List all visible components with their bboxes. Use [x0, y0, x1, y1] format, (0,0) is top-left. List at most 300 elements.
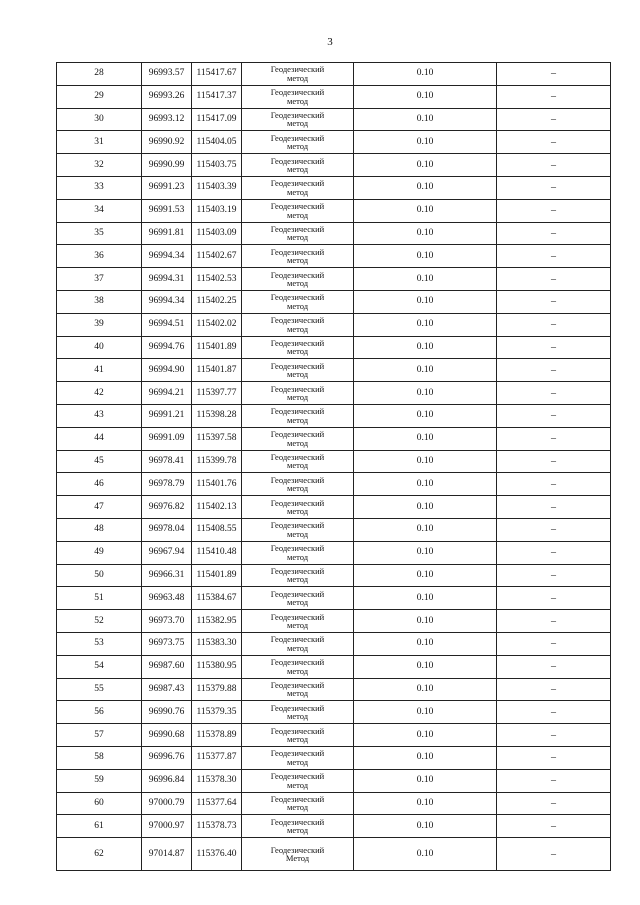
- coordinates-table: [56, 62, 611, 871]
- y-coordinate-cell: 115402.13: [192, 496, 242, 519]
- method-line-1: Геодезический: [270, 429, 325, 440]
- x-coordinate-cell: 96978.04: [142, 518, 192, 541]
- point-number-cell: 49: [57, 541, 142, 564]
- x-coordinate-cell: 96994.34: [142, 290, 192, 313]
- point-number-cell: 32: [57, 154, 142, 177]
- method-line-1: Геодезический: [270, 844, 325, 855]
- y-coordinate-cell: 115397.58: [192, 427, 242, 450]
- table-row: [57, 336, 611, 359]
- x-coordinate-cell: 96973.70: [142, 610, 192, 633]
- description-cell: –: [497, 838, 611, 871]
- y-coordinate-cell: 115378.73: [192, 815, 242, 838]
- method-cell: [242, 154, 354, 177]
- method-cell: [242, 724, 354, 747]
- method-cell: [242, 313, 354, 336]
- x-coordinate-cell: 96991.09: [142, 427, 192, 450]
- point-number-cell: 34: [57, 199, 142, 222]
- method-line-1: Геодезический: [270, 748, 325, 759]
- method-line-1: Геодезический: [270, 292, 325, 303]
- y-coordinate-cell: 115397.77: [192, 382, 242, 405]
- method-line-2: метод: [286, 825, 309, 836]
- x-coordinate-cell: 96963.48: [142, 587, 192, 610]
- method-line-1: Геодезический: [270, 383, 325, 394]
- description-cell: –: [497, 382, 611, 405]
- point-number-cell: 29: [57, 85, 142, 108]
- accuracy-cell: 0.10: [354, 564, 497, 587]
- point-number-cell: 35: [57, 222, 142, 245]
- y-coordinate-cell: 115403.09: [192, 222, 242, 245]
- table-row: [57, 199, 611, 222]
- method-line-1: Геодезический: [270, 793, 325, 804]
- accuracy-cell: 0.10: [354, 473, 497, 496]
- y-coordinate-cell: 115377.87: [192, 746, 242, 769]
- table-row: [57, 222, 611, 245]
- y-coordinate-cell: 115380.95: [192, 655, 242, 678]
- table-row: [57, 655, 611, 678]
- method-cell: [242, 427, 354, 450]
- description-cell: –: [497, 473, 611, 496]
- table-row: [57, 496, 611, 519]
- y-coordinate-cell: 115403.75: [192, 154, 242, 177]
- y-coordinate-cell: 115384.67: [192, 587, 242, 610]
- accuracy-cell: 0.10: [354, 610, 497, 633]
- description-cell: –: [497, 222, 611, 245]
- method-line-1: Геодезический: [270, 588, 325, 599]
- x-coordinate-cell: 97000.79: [142, 792, 192, 815]
- x-coordinate-cell: 96978.41: [142, 450, 192, 473]
- point-number-cell: 54: [57, 655, 142, 678]
- method-line-2: метод: [286, 802, 309, 813]
- point-number-cell: 28: [57, 63, 142, 86]
- accuracy-cell: 0.10: [354, 108, 497, 131]
- y-coordinate-cell: 115403.39: [192, 176, 242, 199]
- description-cell: –: [497, 85, 611, 108]
- point-number-cell: 38: [57, 290, 142, 313]
- table-row: [57, 359, 611, 382]
- table-row: [57, 450, 611, 473]
- description-cell: –: [497, 655, 611, 678]
- table-row: [57, 769, 611, 792]
- method-cell: [242, 518, 354, 541]
- y-coordinate-cell: 115378.30: [192, 769, 242, 792]
- method-line-2: метод: [286, 72, 309, 83]
- method-line-2: метод: [286, 779, 309, 790]
- method-cell: [242, 131, 354, 154]
- y-coordinate-cell: 115377.64: [192, 792, 242, 815]
- y-coordinate-cell: 115383.30: [192, 632, 242, 655]
- y-coordinate-cell: 115401.76: [192, 473, 242, 496]
- page-number: 3: [327, 36, 333, 48]
- point-number-cell: 52: [57, 610, 142, 633]
- method-line-1: Геодезический: [270, 201, 325, 212]
- point-number-cell: 56: [57, 701, 142, 724]
- description-cell: –: [497, 792, 611, 815]
- description-cell: –: [497, 290, 611, 313]
- x-coordinate-cell: 96991.81: [142, 222, 192, 245]
- method-line-1: Геодезический: [270, 520, 325, 531]
- description-cell: –: [497, 404, 611, 427]
- method-line-1: Геодезический: [270, 246, 325, 257]
- method-line-2: метод: [286, 209, 309, 220]
- method-line-1: Геодезический: [270, 406, 325, 417]
- method-line-2: метод: [286, 528, 309, 539]
- point-number-cell: 51: [57, 587, 142, 610]
- y-coordinate-cell: 115417.09: [192, 108, 242, 131]
- y-coordinate-cell: 115402.67: [192, 245, 242, 268]
- x-coordinate-cell: 96993.12: [142, 108, 192, 131]
- accuracy-cell: 0.10: [354, 587, 497, 610]
- description-cell: –: [497, 541, 611, 564]
- x-coordinate-cell: 96996.84: [142, 769, 192, 792]
- accuracy-cell: 0.10: [354, 655, 497, 678]
- description-cell: –: [497, 108, 611, 131]
- method-line-1: Геодезический: [270, 702, 325, 713]
- y-coordinate-cell: 115382.95: [192, 610, 242, 633]
- method-cell: [242, 85, 354, 108]
- method-cell: [242, 404, 354, 427]
- description-cell: –: [497, 450, 611, 473]
- method-cell: [242, 541, 354, 564]
- method-line-2: метод: [286, 164, 309, 175]
- description-cell: –: [497, 176, 611, 199]
- accuracy-cell: 0.10: [354, 131, 497, 154]
- method-line-1: Геодезический: [270, 178, 325, 189]
- method-line-2: метод: [286, 186, 309, 197]
- method-line-1: Геодезический: [270, 451, 325, 462]
- description-cell: –: [497, 427, 611, 450]
- method-line-1: Геодезический: [270, 634, 325, 645]
- method-line-2: метод: [286, 665, 309, 676]
- point-number-cell: 62: [57, 838, 142, 871]
- method-line-1: Геодезический: [270, 543, 325, 554]
- x-coordinate-cell: 96973.75: [142, 632, 192, 655]
- method-line-1: Геодезический: [270, 87, 325, 98]
- x-coordinate-cell: 96994.21: [142, 382, 192, 405]
- description-cell: –: [497, 63, 611, 86]
- method-line-2: метод: [286, 642, 309, 653]
- method-cell: [242, 382, 354, 405]
- accuracy-cell: 0.10: [354, 154, 497, 177]
- description-cell: –: [497, 518, 611, 541]
- x-coordinate-cell: 96990.99: [142, 154, 192, 177]
- y-coordinate-cell: 115403.19: [192, 199, 242, 222]
- accuracy-cell: 0.10: [354, 359, 497, 382]
- method-line-2: метод: [286, 255, 309, 266]
- table-row: [57, 701, 611, 724]
- method-cell: [242, 245, 354, 268]
- method-line-1: Геодезический: [270, 679, 325, 690]
- x-coordinate-cell: 96990.92: [142, 131, 192, 154]
- table-row: [57, 541, 611, 564]
- y-coordinate-cell: 115379.35: [192, 701, 242, 724]
- method-line-2: метод: [286, 551, 309, 562]
- method-line-2: метод: [286, 574, 309, 585]
- method-cell: [242, 450, 354, 473]
- accuracy-cell: 0.10: [354, 838, 497, 871]
- table-row: [57, 473, 611, 496]
- method-cell: [242, 792, 354, 815]
- accuracy-cell: 0.10: [354, 404, 497, 427]
- y-coordinate-cell: 115402.25: [192, 290, 242, 313]
- method-line-1: Геодезический: [270, 816, 325, 827]
- table-row: [57, 108, 611, 131]
- method-line-1: Геодезический: [270, 337, 325, 348]
- x-coordinate-cell: 96996.76: [142, 746, 192, 769]
- method-cell: [242, 746, 354, 769]
- table-row: [57, 838, 611, 871]
- table-row: [57, 427, 611, 450]
- y-coordinate-cell: 115401.87: [192, 359, 242, 382]
- method-line-2: метод: [286, 506, 309, 517]
- y-coordinate-cell: 115408.55: [192, 518, 242, 541]
- point-number-cell: 45: [57, 450, 142, 473]
- description-cell: –: [497, 199, 611, 222]
- table-row: [57, 176, 611, 199]
- accuracy-cell: 0.10: [354, 336, 497, 359]
- x-coordinate-cell: 96966.31: [142, 564, 192, 587]
- accuracy-cell: 0.10: [354, 199, 497, 222]
- method-cell: [242, 496, 354, 519]
- method-line-1: Геодезический: [270, 64, 325, 75]
- table-row: [57, 564, 611, 587]
- method-line-2: метод: [286, 369, 309, 380]
- method-line-2: метод: [286, 300, 309, 311]
- accuracy-cell: 0.10: [354, 313, 497, 336]
- accuracy-cell: 0.10: [354, 769, 497, 792]
- method-line-1: Геодезический: [270, 109, 325, 120]
- accuracy-cell: 0.10: [354, 268, 497, 291]
- method-line-2: метод: [286, 95, 309, 106]
- point-number-cell: 40: [57, 336, 142, 359]
- method-line-2: метод: [286, 323, 309, 334]
- accuracy-cell: 0.10: [354, 176, 497, 199]
- point-number-cell: 55: [57, 678, 142, 701]
- point-number-cell: 37: [57, 268, 142, 291]
- accuracy-cell: 0.10: [354, 701, 497, 724]
- accuracy-cell: 0.10: [354, 678, 497, 701]
- method-line-1: Геодезический: [270, 315, 325, 326]
- x-coordinate-cell: 96994.76: [142, 336, 192, 359]
- point-number-cell: 31: [57, 131, 142, 154]
- method-line-2: Метод: [285, 853, 310, 864]
- y-coordinate-cell: 115402.02: [192, 313, 242, 336]
- method-line-1: Геодезический: [270, 132, 325, 143]
- x-coordinate-cell: 96994.51: [142, 313, 192, 336]
- method-cell: [242, 336, 354, 359]
- accuracy-cell: 0.10: [354, 85, 497, 108]
- point-number-cell: 39: [57, 313, 142, 336]
- accuracy-cell: 0.10: [354, 450, 497, 473]
- y-coordinate-cell: 115410.48: [192, 541, 242, 564]
- accuracy-cell: 0.10: [354, 815, 497, 838]
- description-cell: –: [497, 746, 611, 769]
- table-row: [57, 154, 611, 177]
- method-line-2: метод: [286, 392, 309, 403]
- description-cell: –: [497, 678, 611, 701]
- accuracy-cell: 0.10: [354, 496, 497, 519]
- description-cell: –: [497, 359, 611, 382]
- description-cell: –: [497, 268, 611, 291]
- x-coordinate-cell: 96978.79: [142, 473, 192, 496]
- accuracy-cell: 0.10: [354, 518, 497, 541]
- table-row: [57, 678, 611, 701]
- accuracy-cell: 0.10: [354, 222, 497, 245]
- description-cell: –: [497, 564, 611, 587]
- table-row: [57, 313, 611, 336]
- table-row: [57, 63, 611, 86]
- accuracy-cell: 0.10: [354, 63, 497, 86]
- method-line-1: Геодезический: [270, 611, 325, 622]
- method-line-2: метод: [286, 688, 309, 699]
- description-cell: –: [497, 154, 611, 177]
- x-coordinate-cell: 96987.43: [142, 678, 192, 701]
- method-line-1: Геодезический: [270, 360, 325, 371]
- accuracy-cell: 0.10: [354, 746, 497, 769]
- method-cell: [242, 222, 354, 245]
- method-cell: [242, 63, 354, 86]
- method-line-2: метод: [286, 232, 309, 243]
- method-cell: [242, 199, 354, 222]
- accuracy-cell: 0.10: [354, 427, 497, 450]
- point-number-cell: 48: [57, 518, 142, 541]
- table-row: [57, 518, 611, 541]
- y-coordinate-cell: 115399.78: [192, 450, 242, 473]
- description-cell: –: [497, 769, 611, 792]
- method-line-2: метод: [286, 278, 309, 289]
- description-cell: –: [497, 245, 611, 268]
- accuracy-cell: 0.10: [354, 382, 497, 405]
- point-number-cell: 43: [57, 404, 142, 427]
- method-line-1: Геодезический: [270, 497, 325, 508]
- table-row: [57, 290, 611, 313]
- table-row: [57, 792, 611, 815]
- method-cell: [242, 655, 354, 678]
- method-line-2: метод: [286, 734, 309, 744]
- table-row: [57, 382, 611, 405]
- table-row: [57, 610, 611, 633]
- method-line-2: метод: [286, 118, 309, 129]
- x-coordinate-cell: 97000.97: [142, 815, 192, 838]
- x-coordinate-cell: 97014.87: [142, 838, 192, 871]
- y-coordinate-cell: 115417.37: [192, 85, 242, 108]
- table-row: [57, 131, 611, 154]
- point-number-cell: 47: [57, 496, 142, 519]
- method-cell: [242, 838, 354, 871]
- description-cell: –: [497, 587, 611, 610]
- coordinates-table-body: [57, 63, 611, 871]
- accuracy-cell: 0.10: [354, 245, 497, 268]
- point-number-cell: 33: [57, 176, 142, 199]
- description-cell: –: [497, 610, 611, 633]
- method-line-2: метод: [286, 620, 309, 631]
- table-row: [57, 632, 611, 655]
- table-row: [57, 85, 611, 108]
- table-row: [57, 746, 611, 769]
- table-row: [57, 245, 611, 268]
- point-number-cell: 46: [57, 473, 142, 496]
- table-row: [57, 587, 611, 610]
- method-line-2: метод: [286, 346, 309, 357]
- method-cell: [242, 632, 354, 655]
- x-coordinate-cell: 96991.53: [142, 199, 192, 222]
- method-cell: [242, 587, 354, 610]
- y-coordinate-cell: 115402.53: [192, 268, 242, 291]
- x-coordinate-cell: 96990.68: [142, 724, 192, 747]
- table-row: [57, 815, 611, 838]
- method-line-2: метод: [286, 141, 309, 152]
- x-coordinate-cell: 96993.26: [142, 85, 192, 108]
- method-line-1: Геодезический: [270, 725, 325, 736]
- table-row: [57, 404, 611, 427]
- description-cell: –: [497, 632, 611, 655]
- y-coordinate-cell: 115379.88: [192, 678, 242, 701]
- method-cell: [242, 176, 354, 199]
- description-cell: –: [497, 336, 611, 359]
- method-line-2: метод: [286, 414, 309, 425]
- method-cell: [242, 290, 354, 313]
- accuracy-cell: 0.10: [354, 632, 497, 655]
- accuracy-cell: 0.10: [354, 792, 497, 815]
- x-coordinate-cell: 96991.23: [142, 176, 192, 199]
- method-line-2: метод: [286, 437, 309, 448]
- point-number-cell: 42: [57, 382, 142, 405]
- table-row: [57, 724, 611, 747]
- y-coordinate-cell: 115417.67: [192, 63, 242, 86]
- point-number-cell: 41: [57, 359, 142, 382]
- description-cell: –: [497, 131, 611, 154]
- x-coordinate-cell: 96976.82: [142, 496, 192, 519]
- description-cell: –: [497, 724, 611, 747]
- method-cell: [242, 610, 354, 633]
- point-number-cell: 53: [57, 632, 142, 655]
- x-coordinate-cell: 96991.21: [142, 404, 192, 427]
- description-cell: –: [497, 815, 611, 838]
- point-number-cell: 30: [57, 108, 142, 131]
- method-line-1: Геодезический: [270, 269, 325, 280]
- accuracy-cell: 0.10: [354, 724, 497, 747]
- method-line-1: Геодезический: [270, 565, 325, 576]
- point-number-cell: 50: [57, 564, 142, 587]
- method-cell: [242, 359, 354, 382]
- description-cell: –: [497, 313, 611, 336]
- y-coordinate-cell: 115376.40: [192, 838, 242, 871]
- description-cell: –: [497, 496, 611, 519]
- table-row: [57, 268, 611, 291]
- method-line-1: Геодезический: [270, 155, 325, 166]
- method-line-1: Геодезический: [270, 223, 325, 234]
- method-line-2: метод: [286, 711, 309, 722]
- method-line-2: метод: [286, 460, 309, 471]
- method-cell: [242, 678, 354, 701]
- method-line-1: Геодезический: [270, 771, 325, 782]
- x-coordinate-cell: 96990.76: [142, 701, 192, 724]
- method-line-2: метод: [286, 756, 309, 767]
- method-cell: [242, 769, 354, 792]
- x-coordinate-cell: 96993.57: [142, 63, 192, 86]
- y-coordinate-cell: 115401.89: [192, 336, 242, 359]
- accuracy-cell: 0.10: [354, 541, 497, 564]
- method-line-1: Геодезический: [270, 474, 325, 485]
- y-coordinate-cell: 115404.05: [192, 131, 242, 154]
- point-number-cell: 60: [57, 792, 142, 815]
- method-cell: [242, 815, 354, 838]
- method-line-2: метод: [286, 597, 309, 608]
- point-number-cell: 44: [57, 427, 142, 450]
- point-number-cell: 59: [57, 769, 142, 792]
- method-cell: [242, 564, 354, 587]
- y-coordinate-cell: 115378.89: [192, 724, 242, 747]
- method-cell: [242, 701, 354, 724]
